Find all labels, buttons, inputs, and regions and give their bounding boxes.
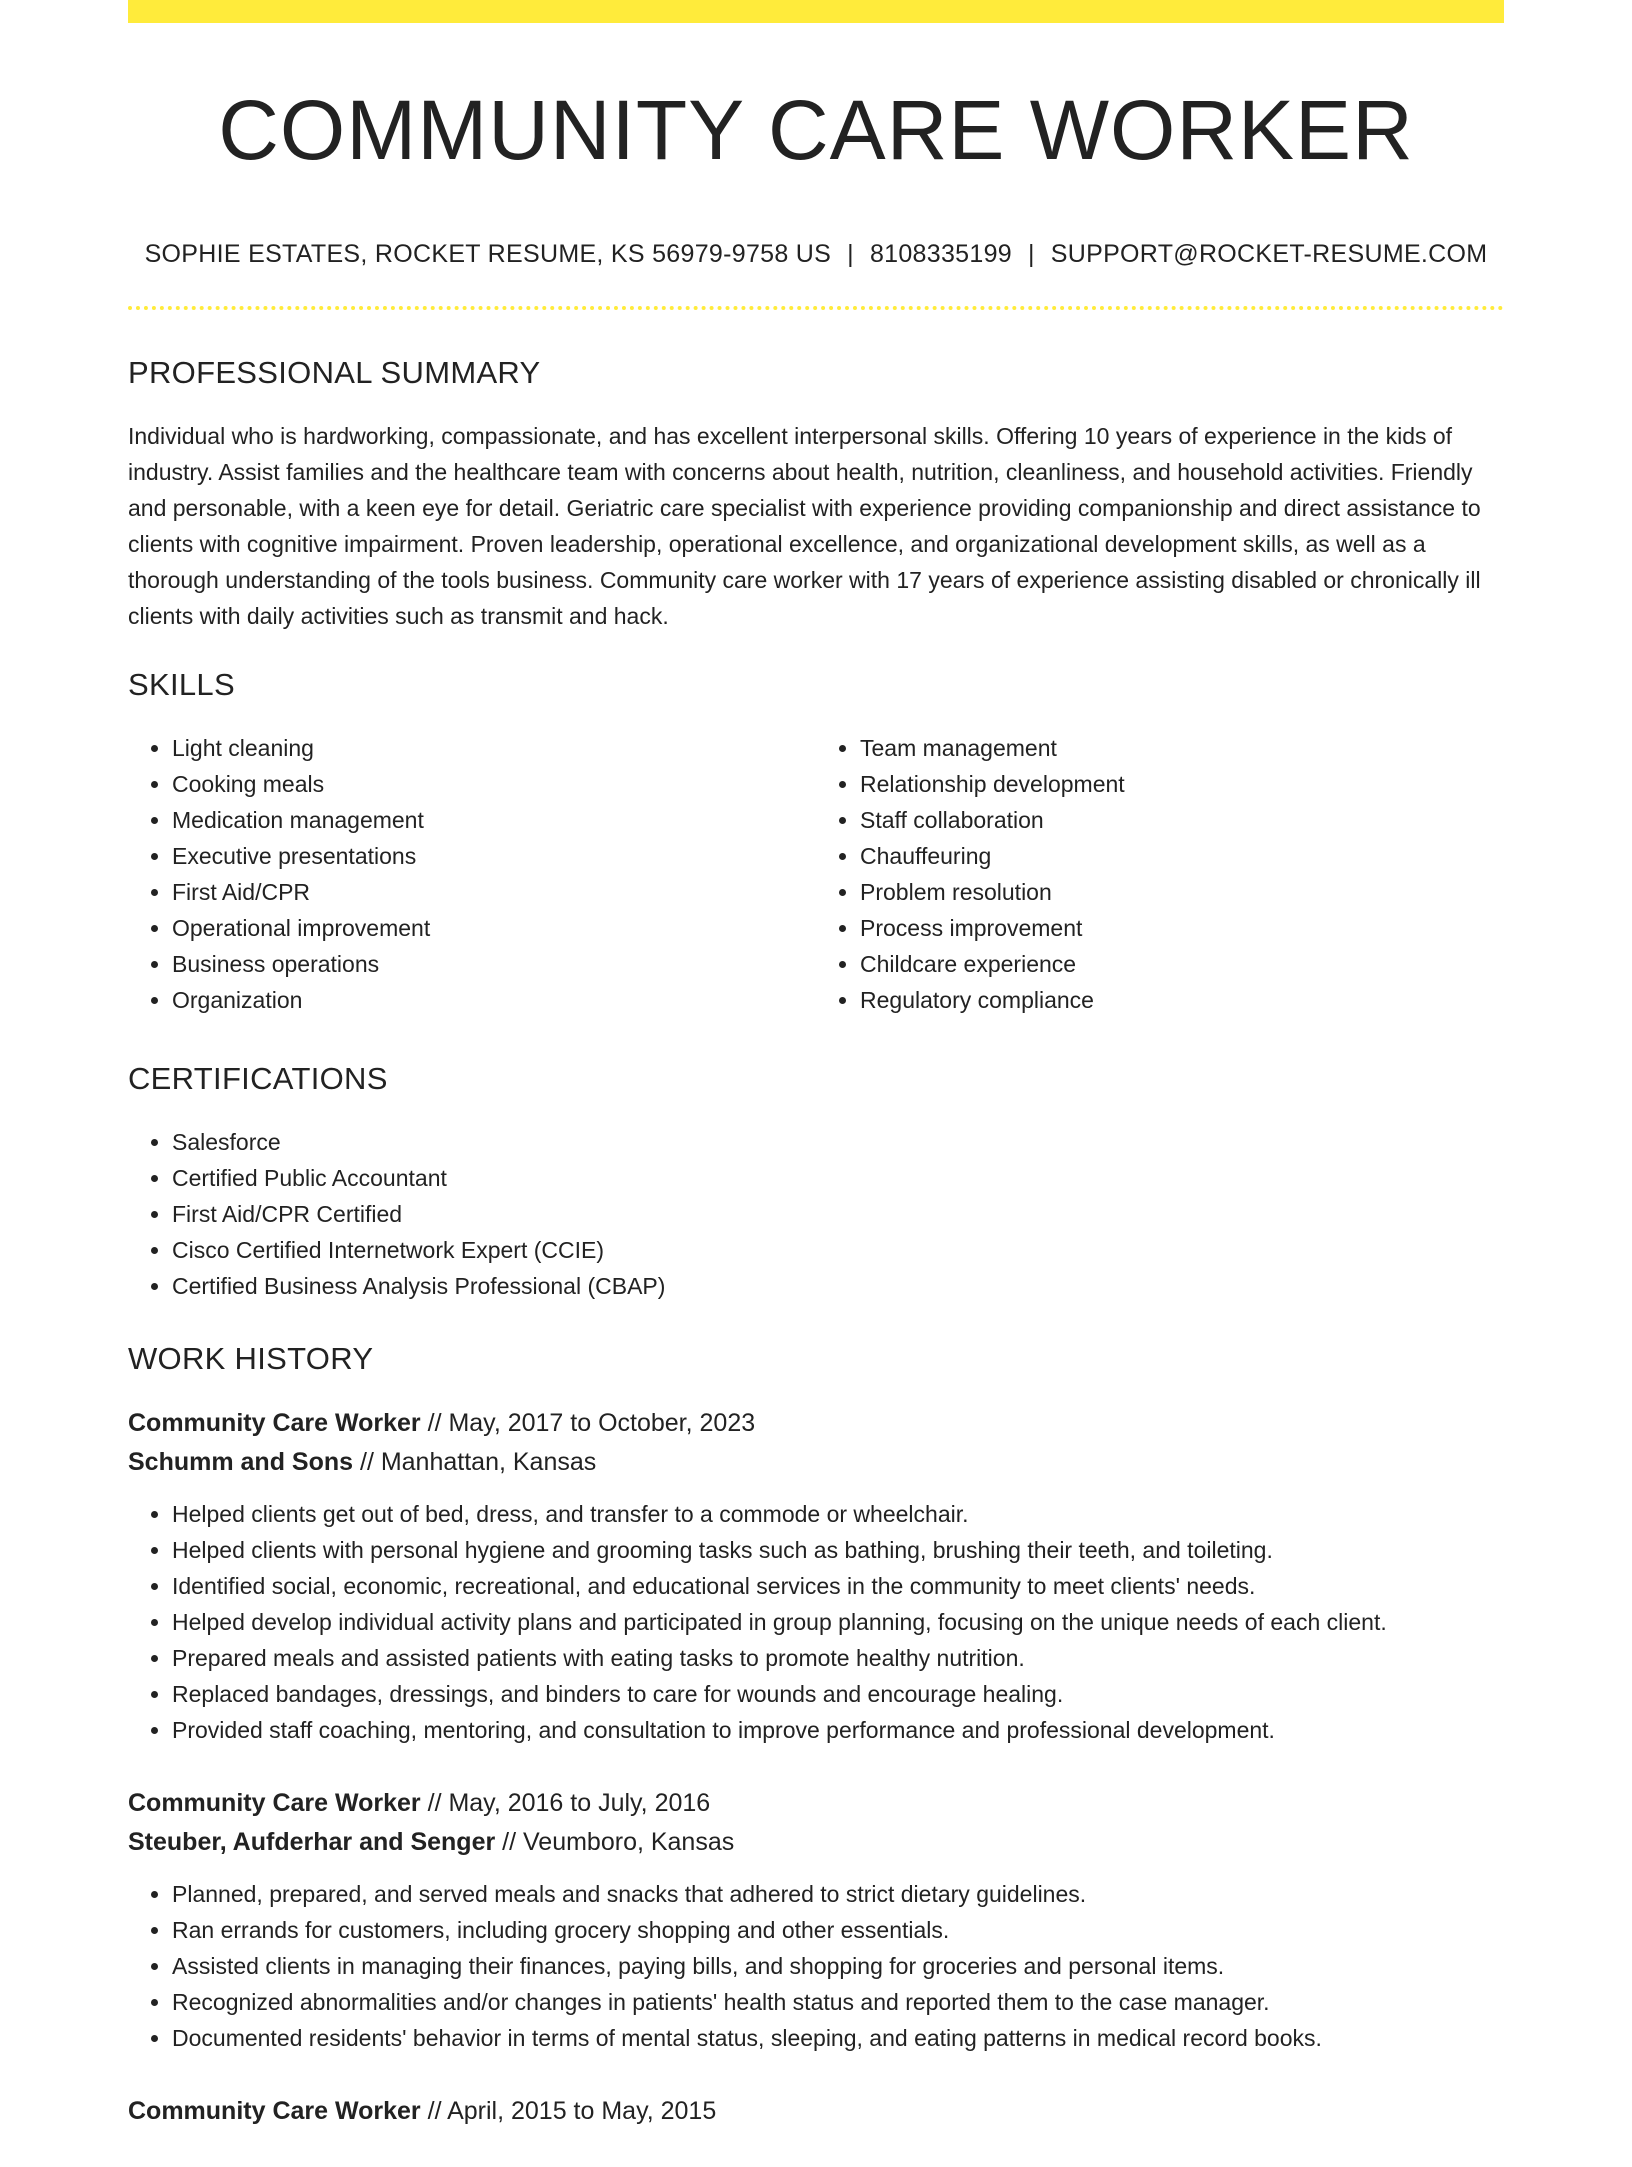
certifications-section [128, 1058, 1504, 1304]
job-bullets [128, 1876, 1504, 2056]
job-bullet: • Replaced bandages, dressings, and binders to care for wounds and encourage healing. [172, 1676, 1504, 1712]
contact-separator: | [847, 240, 854, 268]
skills-heading: SKILLS [128, 667, 235, 702]
skill-item: • Executive presentations [172, 838, 816, 874]
contact-phone: 8108335199 [869, 240, 1012, 268]
skill-item: • Organization [172, 982, 816, 1018]
job-title: Community Care Worker [128, 2097, 421, 2125]
job-bullet: • Helped clients get out of bed, dress, and transfer to a commode or wheelchair. [172, 1496, 1504, 1532]
contact-address: SOPHIE ESTATES, ROCKET RESUME, KS 56979-9758 US [144, 240, 832, 268]
skills-list-right [816, 730, 1504, 1018]
job-bullet: • Helped clients with personal hygiene and grooming tasks such as bathing, brushing their teeth, and toileting. [172, 1532, 1504, 1568]
skills-list-left [128, 730, 816, 1018]
job-title: Community Care Worker [128, 1789, 421, 1817]
summary-heading: PROFESSIONAL SUMMARY [128, 355, 541, 390]
skill-item: • Light cleaning [172, 730, 816, 766]
job-company-line [128, 1443, 1504, 1482]
job-bullet: • Identified social, economic, recreational, and educational services in the community to meet clients' needs. [172, 1568, 1504, 1604]
job-bullet: • Assisted clients in managing their finances, paying bills, and shopping for groceries and personal items. [172, 1948, 1504, 1984]
job-company: Schumm and Sons [128, 1448, 354, 1476]
work-history-section [128, 1338, 1504, 2131]
job-title-line [128, 1404, 1504, 1443]
job-bullets [128, 1496, 1504, 1748]
skill-item: • Cooking meals [172, 766, 816, 802]
resume-title: COMMUNITY CARE WORKER [218, 83, 1414, 177]
certification-item: • Certified Business Analysis Professional (CBAP) [172, 1268, 1504, 1304]
job-dates: // April, 2015 to May, 2015 [420, 2097, 717, 2125]
contact-email: SUPPORT@ROCKET-RESUME.COM [1050, 240, 1488, 268]
job-dates: // May, 2016 to July, 2016 [420, 1789, 711, 1817]
certification-item: • Certified Public Accountant [172, 1160, 1504, 1196]
skills-section [128, 664, 1504, 1018]
job-bullet: • Recognized abnormalities and/or changes in patients' health status and reported them to the case manager. [172, 1984, 1504, 2020]
skill-item: • Process improvement [860, 910, 1504, 946]
certification-item: • First Aid/CPR Certified [172, 1196, 1504, 1232]
contact-line [128, 236, 1504, 272]
job-bullet: • Provided staff coaching, mentoring, and consultation to improve performance and professional development. [172, 1712, 1504, 1748]
skill-item: • Business operations [172, 946, 816, 982]
skill-item: • Childcare experience [860, 946, 1504, 982]
job-entry [128, 1784, 1504, 2056]
accent-top-bar [128, 0, 1504, 23]
summary-text: Individual who is hardworking, compassionate, and has excellent interpersonal skills. Offering 10 years of experience in the kids of industry. Assist families and the healthcare team with concerns about health, nutrition, cleanliness, and household activities. Friendly and personable, with a keen eye for detail. Geriatric care specialist with experience providing companionship and direct assistance to clients with cognitive impairment. Proven leadership, operational excellence, and organizational development skills, as well as a thorough understanding of the tools business. Community care worker with 17 years of experience assisting disabled or chronically ill clients with daily activities such as transmit and hack. [128, 423, 1481, 629]
skill-item: • Operational improvement [172, 910, 816, 946]
work-history-heading: WORK HISTORY [128, 1341, 374, 1376]
job-bullet: • Documented residents' behavior in terms of mental status, sleeping, and eating patterns in medical record books. [172, 2020, 1504, 2056]
resume-content [128, 352, 1504, 2167]
skill-item: • Staff collaboration [860, 802, 1504, 838]
job-bullet: • Planned, prepared, and served meals and snacks that adhered to strict dietary guidelines. [172, 1876, 1504, 1912]
job-bullet: • Helped develop individual activity plans and participated in group planning, focusing on the unique needs of each client. [172, 1604, 1504, 1640]
skill-item: • Team management [860, 730, 1504, 766]
job-company-line [128, 1823, 1504, 1862]
dotted-divider [128, 306, 1504, 310]
skill-item: • Chauffeuring [860, 838, 1504, 874]
summary-section [128, 352, 1504, 634]
job-entry [128, 1404, 1504, 1748]
job-title: Community Care Worker [128, 1409, 421, 1437]
job-dates: // May, 2017 to October, 2023 [420, 1409, 756, 1437]
contact-separator: | [1027, 240, 1035, 268]
job-company: Steuber, Aufderhar and Senger [128, 1828, 496, 1856]
job-bullet: • Ran errands for customers, including grocery shopping and other essentials. [172, 1912, 1504, 1948]
certifications-heading: CERTIFICATIONS [128, 1061, 388, 1096]
certification-item: • Salesforce [172, 1124, 1504, 1160]
job-location: // Veumboro, Kansas [495, 1828, 735, 1856]
certifications-list [128, 1124, 1504, 1304]
job-location: // Manhattan, Kansas [353, 1448, 597, 1476]
skill-item: • Problem resolution [860, 874, 1504, 910]
skills-columns [128, 730, 1504, 1018]
skill-item: • Relationship development [860, 766, 1504, 802]
certification-item: • Cisco Certified Internetwork Expert (CCIE) [172, 1232, 1504, 1268]
skill-item: • First Aid/CPR [172, 874, 816, 910]
skill-item: • Medication management [172, 802, 816, 838]
job-bullet: • Prepared meals and assisted patients with eating tasks to promote healthy nutrition. [172, 1640, 1504, 1676]
job-title-line [128, 1784, 1504, 1823]
skill-item: • Regulatory compliance [860, 982, 1504, 1018]
